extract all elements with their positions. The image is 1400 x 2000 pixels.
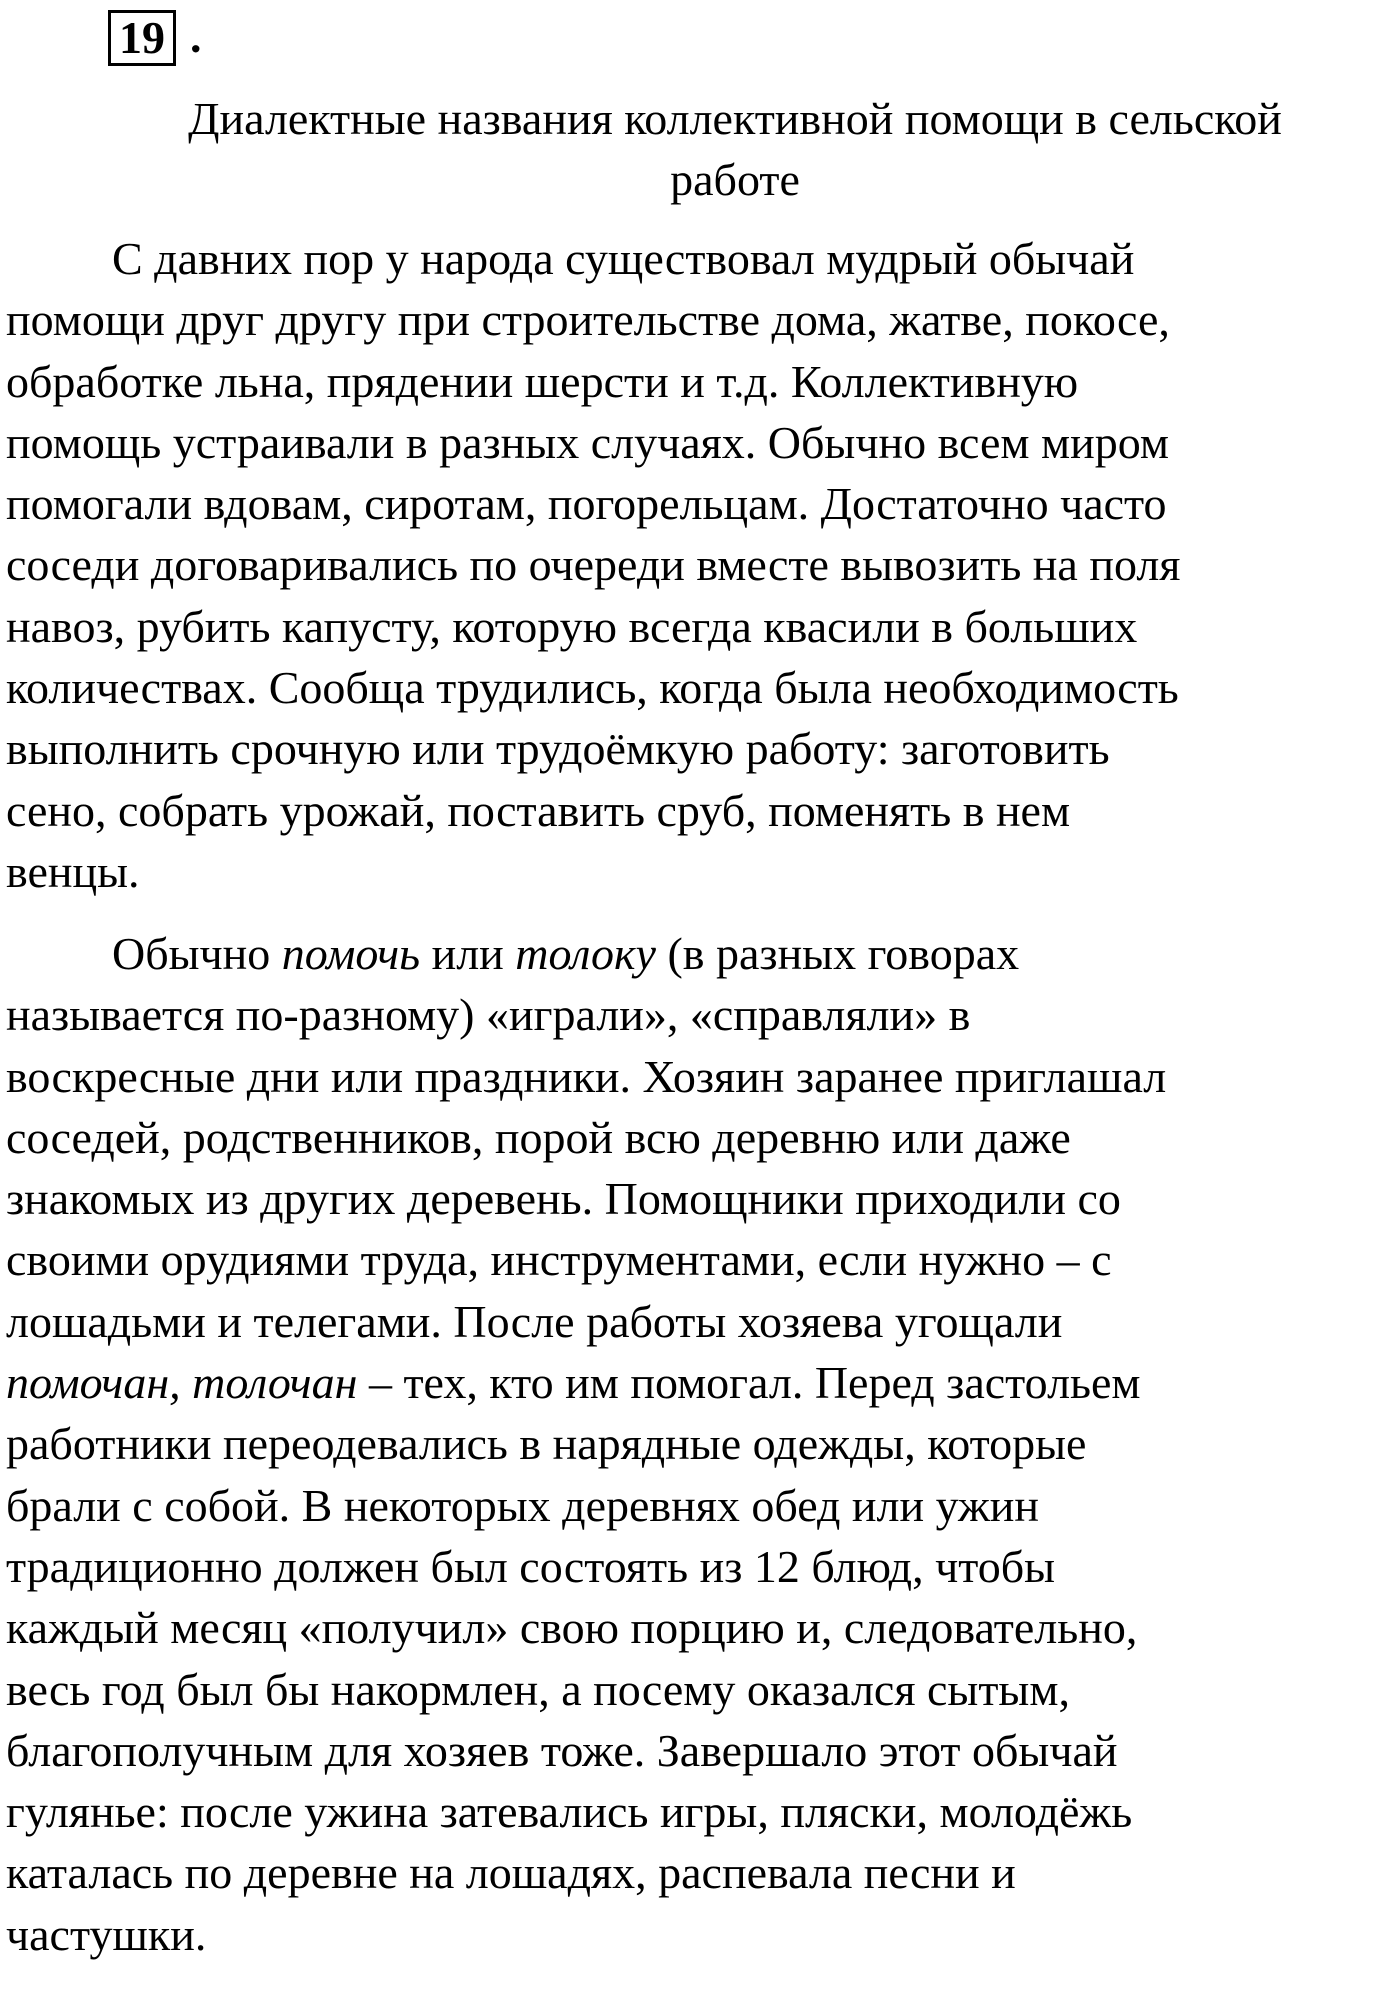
text-line: каждый месяц «получил» свою порцию и, следовательно, — [6, 1602, 1138, 1654]
text-line — [6, 923, 1394, 984]
text-line: лошадьми и телегами. После работы хозяева угощали — [6, 1295, 1063, 1347]
text-line: соседей, родственников, порой всю деревню или даже — [6, 1111, 1071, 1163]
text-line: благополучным для хозяев тоже. Завершало этот обычай — [6, 1724, 1118, 1776]
text-line: традиционно должен был состоять из 12 блюд, чтобы — [6, 1540, 1056, 1592]
paragraph-2 — [6, 923, 1394, 1965]
dialect-term-toloka: толоку — [515, 928, 656, 979]
text-line: знакомых из других деревень. Помощники приходили со — [6, 1173, 1121, 1225]
text-line: выполнить срочную или трудоёмкую работу: заготовить — [6, 723, 1110, 775]
text-line: навоз, рубить капусту, которую всегда квасили в больших — [6, 600, 1138, 652]
task-number: 19 — [119, 12, 165, 63]
task-number-box — [108, 10, 176, 66]
text-line: называется по-разному) «играли», «справляли» в — [6, 989, 971, 1041]
text-line: соседи договаривались по очереди вместе вывозить на поля — [6, 539, 1181, 591]
text-run: или — [420, 928, 516, 979]
text-run: Обычно — [112, 928, 282, 979]
document-title — [80, 88, 1390, 210]
text-line: помощь устраивали в разных случаях. Обычно всем миром — [6, 416, 1169, 468]
text-line: каталась по деревне на лошадях, распевала песни и — [6, 1847, 1016, 1899]
text-line: брали с собой. В некоторых деревнях обед или ужин — [6, 1479, 1040, 1531]
text-line: гулянье: после ужина затевались игры, пляски, молодёжь — [6, 1786, 1133, 1838]
text-line: помощи друг другу при строительстве дома, жатве, покосе, — [6, 294, 1170, 346]
text-run: (в разных говорах — [655, 928, 1020, 979]
paragraph-1 — [6, 228, 1394, 902]
text-line: С давних пор у народа существовал мудрый обычай — [112, 233, 1135, 284]
text-line: помогали вдовам, сиротам, погорельцам. Достаточно часто — [6, 478, 1167, 530]
text-line: работники переодевались в нарядные одежды, которые — [6, 1418, 1087, 1470]
dialect-term-pomoch: помочь — [281, 928, 421, 979]
text-line: воскресные дни или праздники. Хозяин заранее приглашал — [6, 1050, 1167, 1102]
text-line — [6, 1352, 1394, 1413]
text-line: венцы. — [6, 845, 140, 897]
task-number-dot: . — [190, 11, 202, 62]
dialect-terms-pomochan-tolochan: помочан, толочан — [6, 1357, 358, 1409]
text-line: своими орудиями труда, инструментами, если нужно – с — [6, 1234, 1112, 1286]
text-line: сено, собрать урожай, поставить сруб, поменять в нем — [6, 784, 1071, 836]
title-line-2: работе — [670, 154, 800, 205]
text-line: частушки. — [6, 1908, 207, 1960]
text-run: – тех, кто им помогал. Перед застольем — [357, 1357, 1141, 1409]
text-line: весь год был бы накормлен, а посему оказался сытым, — [6, 1663, 1070, 1715]
text-line: обработке льна, прядении шерсти и т.д. Коллективную — [6, 355, 1079, 407]
title-line-1: Диалектные названия коллективной помощи в сельской — [188, 93, 1282, 144]
text-line: количествах. Сообща трудились, когда была необходимость — [6, 662, 1179, 714]
